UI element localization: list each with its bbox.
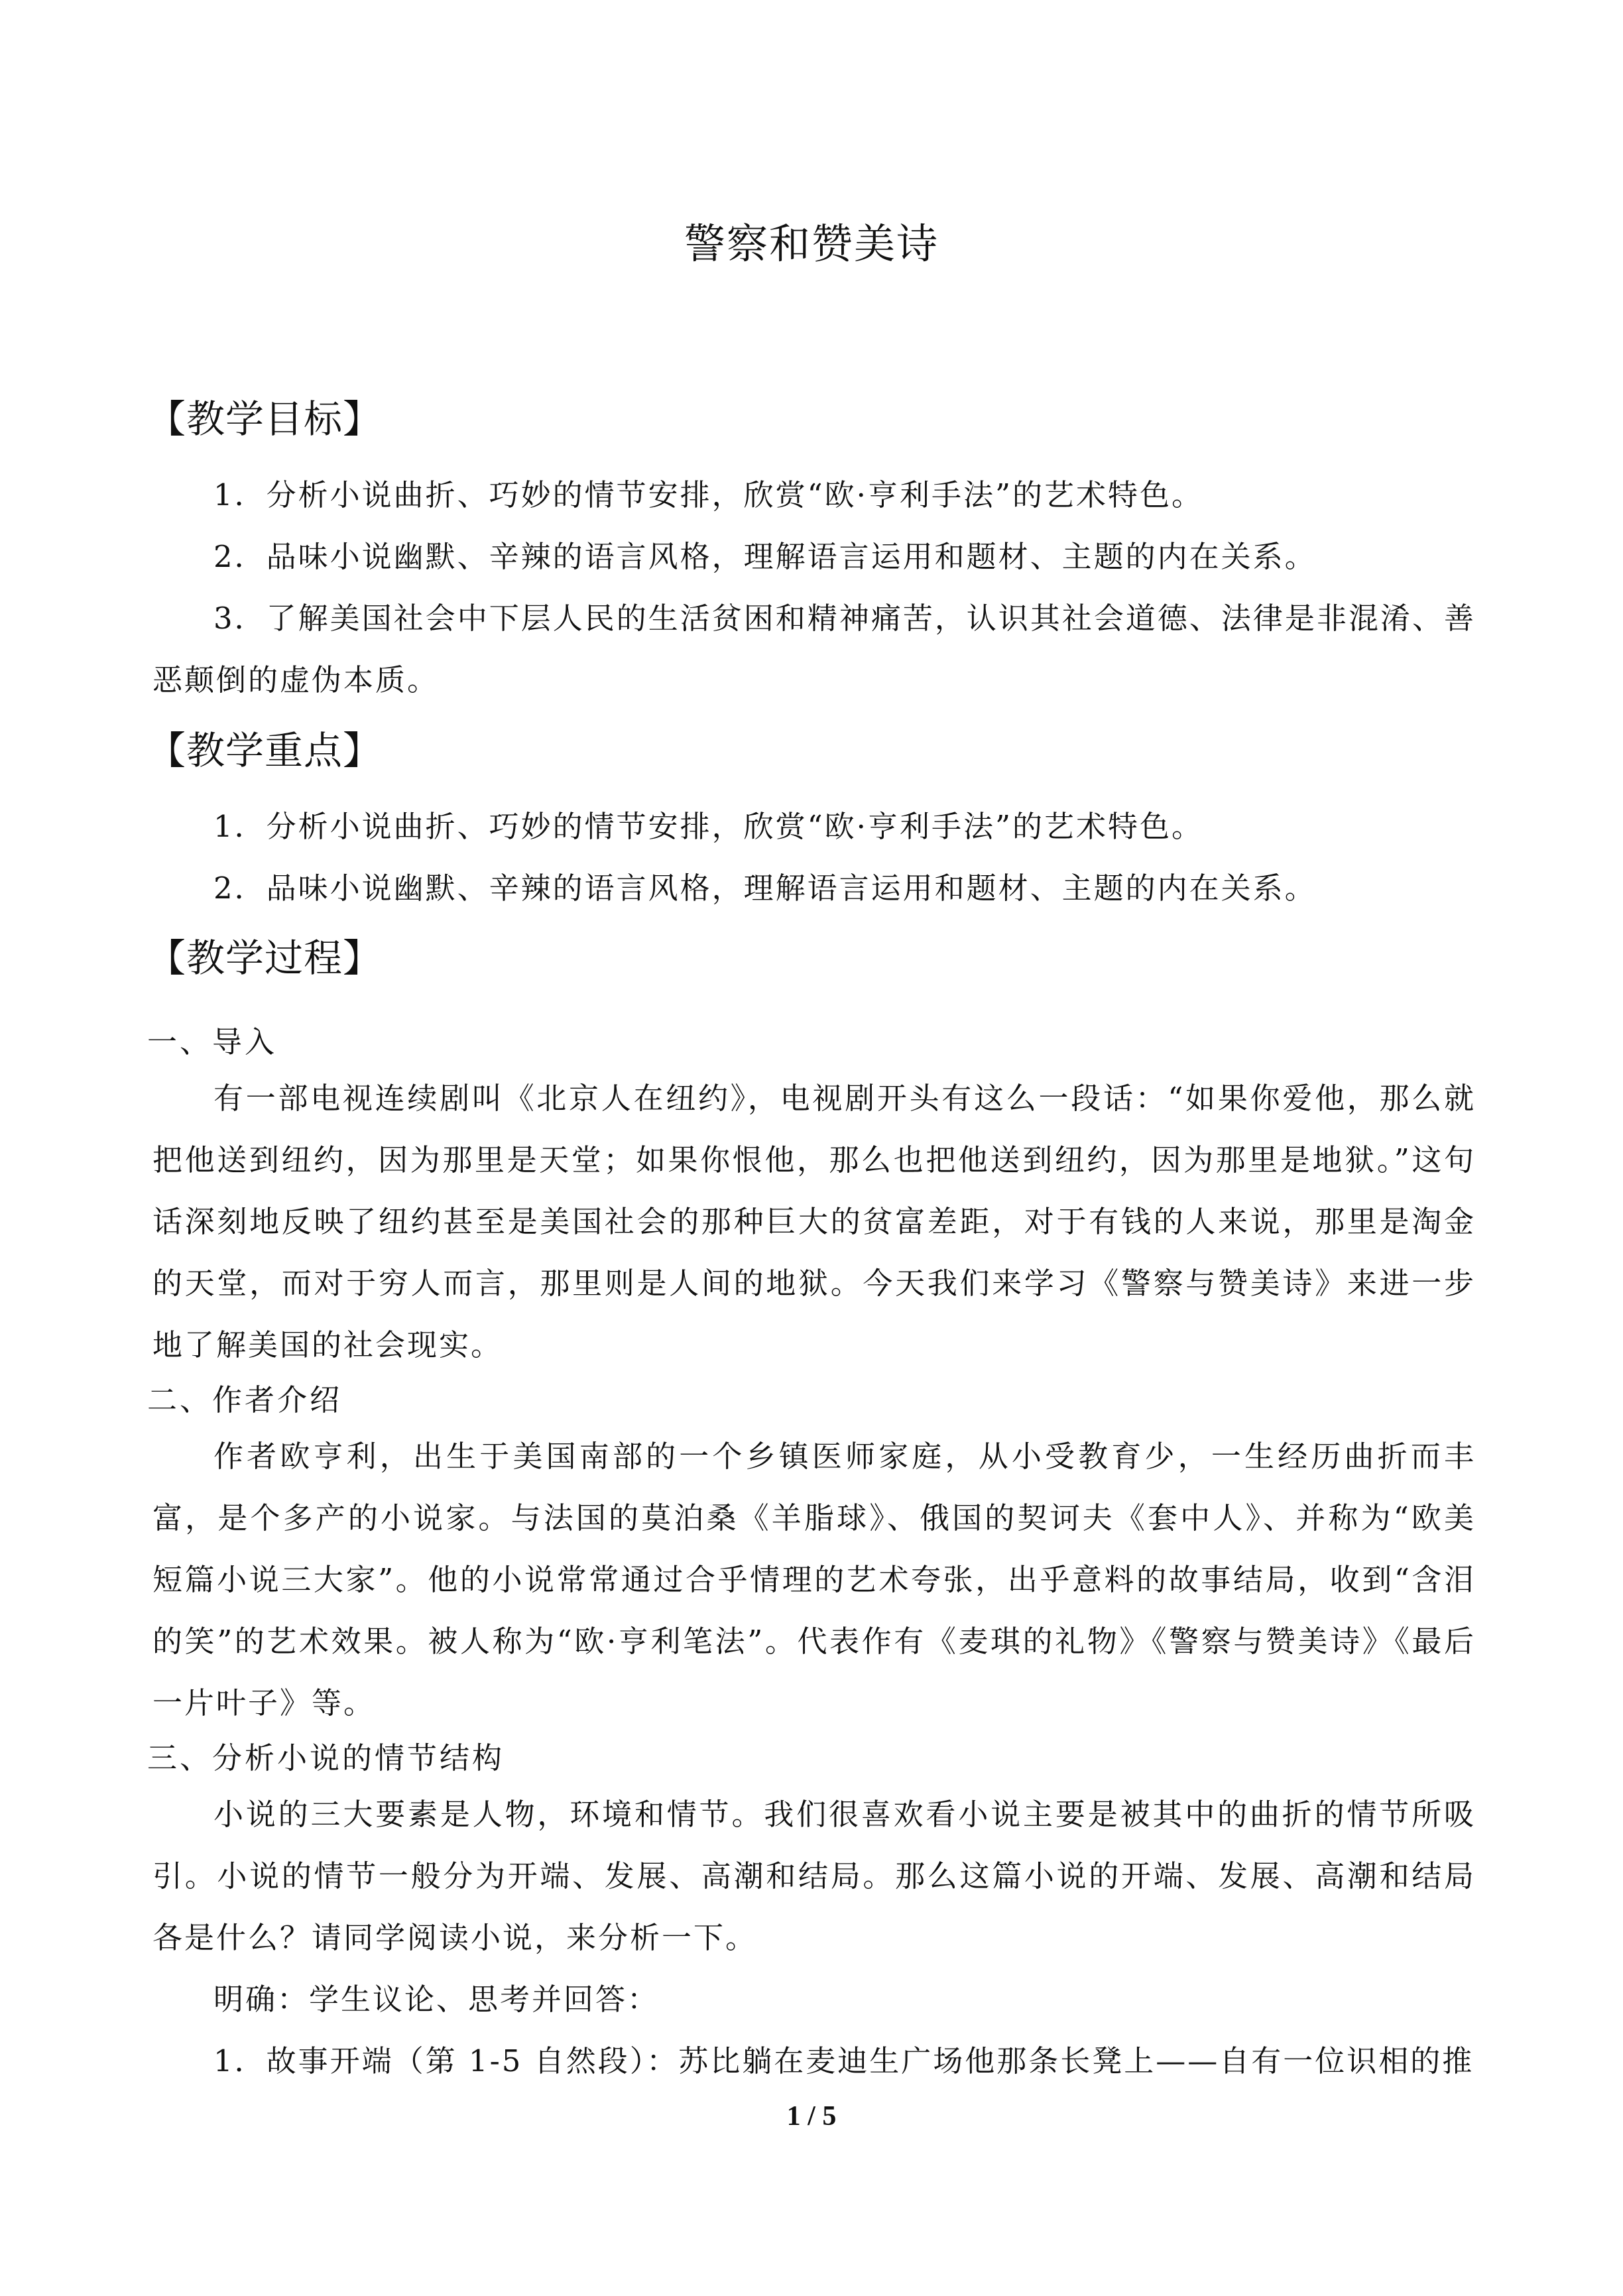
goal-item-1: 1．分析小说曲折、巧妙的情节安排，欣赏“欧·亨利手法”的艺术特色。 <box>213 477 1203 513</box>
author-title: 二、作者介绍 <box>147 1382 343 1418</box>
plot-title: 三、分析小说的情节结构 <box>147 1740 505 1776</box>
focus-item-1: 1．分析小说曲折、巧妙的情节安排，欣赏“欧·亨利手法”的艺术特色。 <box>213 809 1203 844</box>
section-heading-focus: 【教学重点】 <box>147 728 383 773</box>
section-heading-goals: 【教学目标】 <box>147 396 383 442</box>
section-heading-process: 【教学过程】 <box>147 936 383 981</box>
goal-item-3: 3．了解美国社会中下层人民的生活贫困和精神痛苦，认识其社会道德、法律是非混淆、善恶颠倒的虚伪本质。 <box>152 601 1476 697</box>
intro-paragraph: 有一部电视连续剧叫《北京人在纽约》，电视剧开头有这么一段话：“如果你爱他，那么就把他送到纽约，因为那里是天堂；如果你恨他，那么也把他送到纽约，因为那里是地狱。”这句话深刻地反映了纽约甚至是美国社会的那种巨大的贫富差距，对于有钱的人来说，那里是淘金的天堂，而对于穷人而言，那里则是人间的地狱。今天我们来学习《警察与赞美诗》来进一步地了解美国的社会现实。 <box>152 1081 1476 1362</box>
plot-item-1: 1．故事开端（第 1-5 自然段）：苏比躺在麦迪生广场他那条长凳上——自有一位识相的推 <box>213 2043 1474 2079</box>
author-paragraph: 作者欧亨利，出生于美国南部的一个乡镇医师家庭，从小受教育少，一生经历曲折而丰富，是个多产的小说家。与法国的莫泊桑《羊脂球》、俄国的契诃夫《套中人》、并称为“欧美短篇小说三大家”。他的小说常常通过合乎情理的艺术夸张，出乎意料的故事结局，收到“含泪的笑”的艺术效果。被人称为“欧·亨利笔法”。代表作有《麦琪的礼物》《警察与赞美诗》《最后一片叶子》等。 <box>152 1439 1476 1721</box>
document-title: 警察和赞美诗 <box>684 219 939 268</box>
answer-line: 明确：学生议论、思考并回答： <box>213 1982 660 2017</box>
goal-item-2: 2．品味小说幽默、辛辣的语言风格，理解语言运用和题材、主题的内在关系。 <box>213 539 1317 574</box>
plot-paragraph: 小说的三大要素是人物，环境和情节。我们很喜欢看小说主要是被其中的曲折的情节所吸引。小说的情节一般分为开端、发展、高潮和结局。那么这篇小说的开端、发展、高潮和结局各是什么？请同学阅读小说，来分析一下。 <box>152 1797 1476 1955</box>
intro-title: 一、导入 <box>147 1024 278 1059</box>
focus-item-2: 2．品味小说幽默、辛辣的语言风格，理解语言运用和题材、主题的内在关系。 <box>213 871 1317 906</box>
page-number: 1 / 5 <box>786 2101 837 2132</box>
